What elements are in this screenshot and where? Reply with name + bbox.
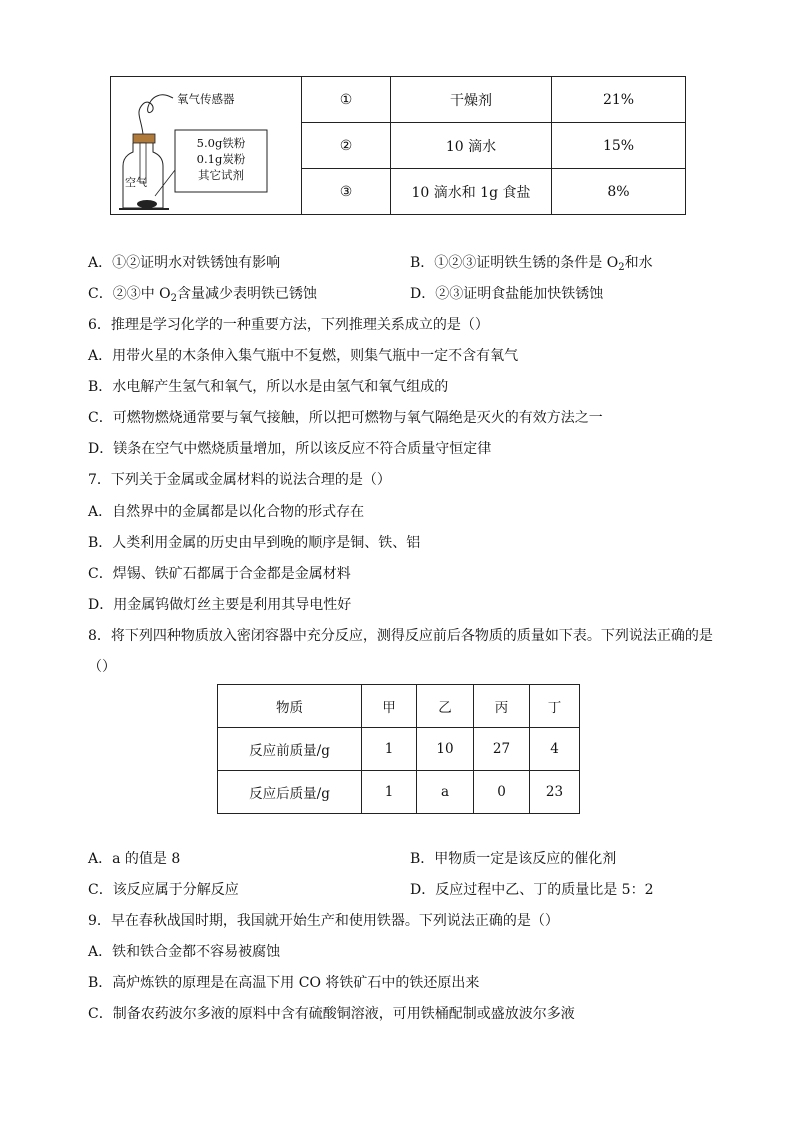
header-cell: 丙 [474, 685, 530, 728]
header-cell: 乙 [417, 685, 474, 728]
row-percent: 15% [552, 123, 686, 169]
table-cell: 反应前质量/g [218, 728, 362, 771]
table-cell: 反应后质量/g [218, 771, 362, 814]
sensor-label: 氧气传感器 [177, 91, 235, 106]
q7-option-c: C．焊锡、铁矿石都属于合金都是金属材料 [88, 566, 351, 582]
apparatus-cell [111, 77, 302, 215]
row-no: ③ [302, 169, 391, 215]
table-cell: 0 [474, 771, 530, 814]
q9-stem: 9．早在春秋战国时期，我国就开始生产和使用铁器。下列说法正确的是（） [88, 913, 559, 929]
q8-stem: 8．将下列四种物质放入密闭容器中充分反应，测得反应前后各物质的质量如下表。下列说法正确的是 [88, 628, 713, 644]
header-cell: 丁 [530, 685, 580, 728]
air-label: 空气 [125, 175, 147, 189]
row-no: ① [302, 77, 391, 123]
row-no: ② [302, 123, 391, 169]
reagent-box-line-2: 0.1g炭粉 [196, 151, 246, 166]
mass-table [217, 684, 580, 814]
q9-option-b: B．高炉炼铁的原理是在高温下用 CO 将铁矿石中的铁还原出来 [88, 975, 480, 991]
table-cell: 10 [417, 728, 474, 771]
reagent-box-line-1: 5.0g铁粉 [196, 135, 246, 150]
q7-option-b: B．人类利用金属的历史由早到晚的顺序是铜、铁、铝 [88, 535, 421, 551]
experiment-table [110, 76, 686, 215]
table-cell: a [417, 771, 474, 814]
q7-option-d: D．用金属钨做灯丝主要是利用其导电性好 [88, 597, 352, 613]
q9-option-c: C．制备农药波尔多液的原料中含有硫酸铜溶液，可用铁桶配制或盛放波尔多液 [88, 1006, 575, 1022]
reagent-box-line-3: 其它试剂 [198, 167, 244, 182]
q7-stem: 7．下列关于金属或金属材料的说法合理的是（） [88, 472, 391, 488]
table-cell: 27 [474, 728, 530, 771]
table-cell: 1 [362, 771, 417, 814]
row-reagent: 干燥剂 [391, 77, 552, 123]
q5-option-c: C．②③中 $O_2$含量减少表明铁已锈蚀 [88, 286, 318, 304]
header-cell: 物质 [218, 685, 362, 728]
q6-option-c: C．可燃物燃烧通常要与氧气接触，所以把可燃物与氧气隔绝是灭火的有效方法之一 [88, 410, 603, 426]
q8-option-c: C．该反应属于分解反应 [88, 882, 239, 898]
q8-stem-cont: （） [88, 659, 116, 675]
row-percent: 8% [552, 169, 686, 215]
q7-option-a: A．自然界中的金属都是以化合物的形式存在 [88, 504, 365, 520]
q5-option-a: A．①②证明水对铁锈蚀有影响 [88, 255, 281, 271]
q5-option-b: B．①②③证明铁生锈的条件是 $O_2$和水 [410, 255, 653, 273]
row-percent: 21% [552, 77, 686, 123]
q8-option-a: A．a 的值是 8 [88, 851, 181, 867]
q6-stem: 6．推理是学习化学的一种重要方法，下列推理关系成立的是（） [88, 317, 489, 333]
table-cell: 23 [530, 771, 580, 814]
q6-option-a: A．用带火星的木条伸入集气瓶中不复燃，则集气瓶中一定不含有氧气 [88, 348, 519, 364]
row-reagent: 10 滴水和 1g 食盐 [391, 169, 552, 215]
q8-option-d: D．反应过程中乙、丁的质量比是 5：2 [410, 882, 654, 898]
q8-option-b: B．甲物质一定是该反应的催化剂 [410, 851, 617, 867]
q6-option-b: B．水电解产生氢气和氧气，所以水是由氢气和氧气组成的 [88, 379, 449, 395]
row-reagent: 10 滴水 [391, 123, 552, 169]
q5-option-d: D．②③证明食盐能加快铁锈蚀 [410, 286, 604, 302]
q9-option-a: A．铁和铁合金都不容易被腐蚀 [88, 944, 281, 960]
table-cell: 4 [530, 728, 580, 771]
header-cell: 甲 [362, 685, 417, 728]
q6-option-d: D．镁条在空气中燃烧质量增加，所以该反应不符合质量守恒定律 [88, 441, 492, 457]
table-cell: 1 [362, 728, 417, 771]
